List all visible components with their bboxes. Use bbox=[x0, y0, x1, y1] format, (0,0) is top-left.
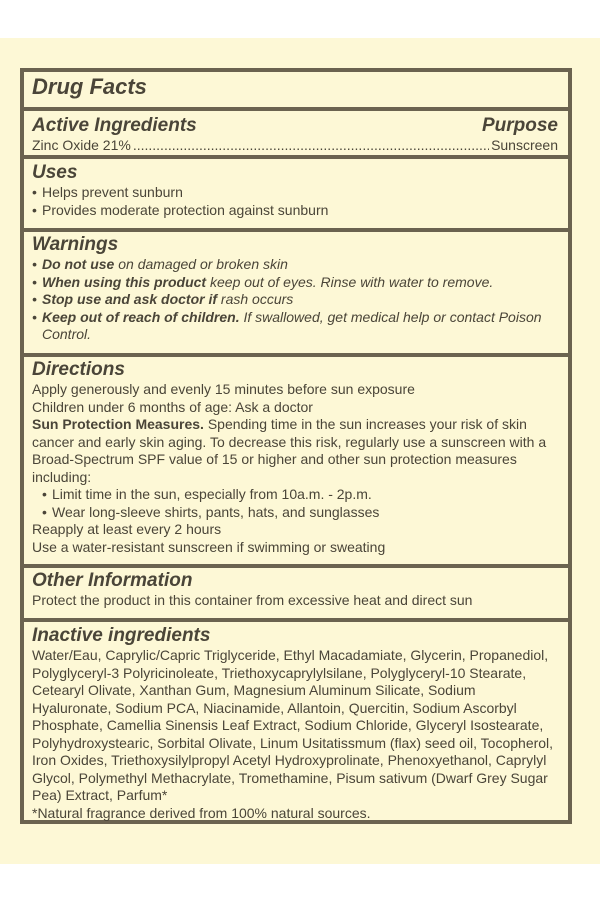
other-info-section bbox=[24, 570, 568, 610]
title-row bbox=[24, 74, 568, 100]
inactive-section bbox=[24, 625, 568, 822]
warning-item: • Keep out of reach of children. If swallowed, get medical help or contact Poison Control. bbox=[32, 308, 542, 342]
directions-line: Children under 6 months of age: Ask a doctor bbox=[32, 398, 313, 415]
active-heading: Active Ingredients bbox=[32, 115, 197, 136]
other-info-text: Protect the product in this container from excessive heat and direct sun bbox=[32, 592, 473, 608]
active-ingredient: Zinc Oxide 21% bbox=[32, 137, 131, 153]
warnings-heading: Warnings bbox=[32, 234, 119, 255]
active-ingredient-line bbox=[32, 137, 558, 155]
warning-item: • Do not use on damaged or broken skin bbox=[32, 256, 288, 272]
drug-facts-panel bbox=[20, 68, 572, 824]
uses-item: • Helps prevent sunburn bbox=[32, 184, 183, 200]
divider bbox=[24, 228, 568, 232]
directions-section bbox=[24, 359, 568, 556]
inactive-heading: Inactive ingredients bbox=[32, 625, 211, 646]
divider bbox=[24, 155, 568, 159]
active-section bbox=[24, 115, 568, 155]
uses-item: • Provides moderate protection against sunburn bbox=[32, 201, 329, 218]
directions-sub-item: • Wear long-sleeve shirts, pants, hats, and sunglasses bbox=[42, 503, 380, 520]
uses-section bbox=[24, 162, 568, 219]
uses-heading: Uses bbox=[32, 162, 78, 183]
drug-facts-title: Drug Facts bbox=[32, 74, 147, 99]
warning-item: • Stop use and ask doctor if rash occurs bbox=[32, 291, 294, 307]
warning-item: • When using this product keep out of eyes. Rinse with water to remove. bbox=[32, 273, 494, 290]
directions-sub-item: • Limit time in the sun, especially from 10a.m. - 2p.m. bbox=[42, 486, 372, 502]
divider bbox=[24, 618, 568, 622]
leader-dots bbox=[133, 137, 489, 155]
directions-line: Reapply at least every 2 hours bbox=[32, 521, 222, 537]
divider bbox=[24, 564, 568, 568]
warnings-section bbox=[24, 234, 568, 344]
divider bbox=[24, 107, 568, 111]
inactive-footnote: *Natural fragrance derived from 100% natural sources. bbox=[32, 804, 371, 821]
active-purpose: Sunscreen bbox=[491, 137, 558, 153]
other-info-heading: Other Information bbox=[32, 570, 193, 591]
directions-heading: Directions bbox=[32, 359, 125, 380]
directions-line: Use a water-resistant sunscreen if swimming or sweating bbox=[32, 538, 386, 555]
directions-line: Apply generously and evenly 15 minutes before sun exposure bbox=[32, 381, 415, 397]
inactive-text: Water/Eau, Caprylic/Capric Triglyceride, Ethyl Macadamiate, Glycerin, Propanediol, Polyglyceryl-3 Polyricinoleate, Triethoxycaprylylsilane, Polyglyceryl-10 Stearate, Cetearyl Olivate, Xanthan Gum, Magnesium Aluminum Silicate, Sodium Hyaluronate, Sodium PCA, Niacinamide, Allantoin, Quercitin, Sodium Ascorbyl Phosphate, Camellia Sinensis Leaf Extract, Sodium Chloride, Glyceryl Isostearate, Polyhydroxystearic, Sorbital Olivate, Linum Usitatissmum (flax) seed oil, Tocopherol, Iron Oxides, Triethoxysilylpropyl Acetyl Hydroxyprolinate, Phenoxyethanol, Caprylyl Glycol, Polymethyl Methacrylate, Tromethamine, Pisum sativum (Dwarf Grey Sugar Pea) Extract, Parfum* bbox=[32, 647, 554, 803]
sun-protection-measures: Sun Protection Measures. Spending time in the sun increases your risk of skin cancer and early skin aging. To decrease this risk, regularly use a sunscreen with a Broad-Spectrum SPF value of 15 or higher and other sun protection measures including: bbox=[32, 416, 547, 485]
purpose-heading: Purpose bbox=[481, 115, 558, 136]
divider bbox=[24, 353, 568, 357]
